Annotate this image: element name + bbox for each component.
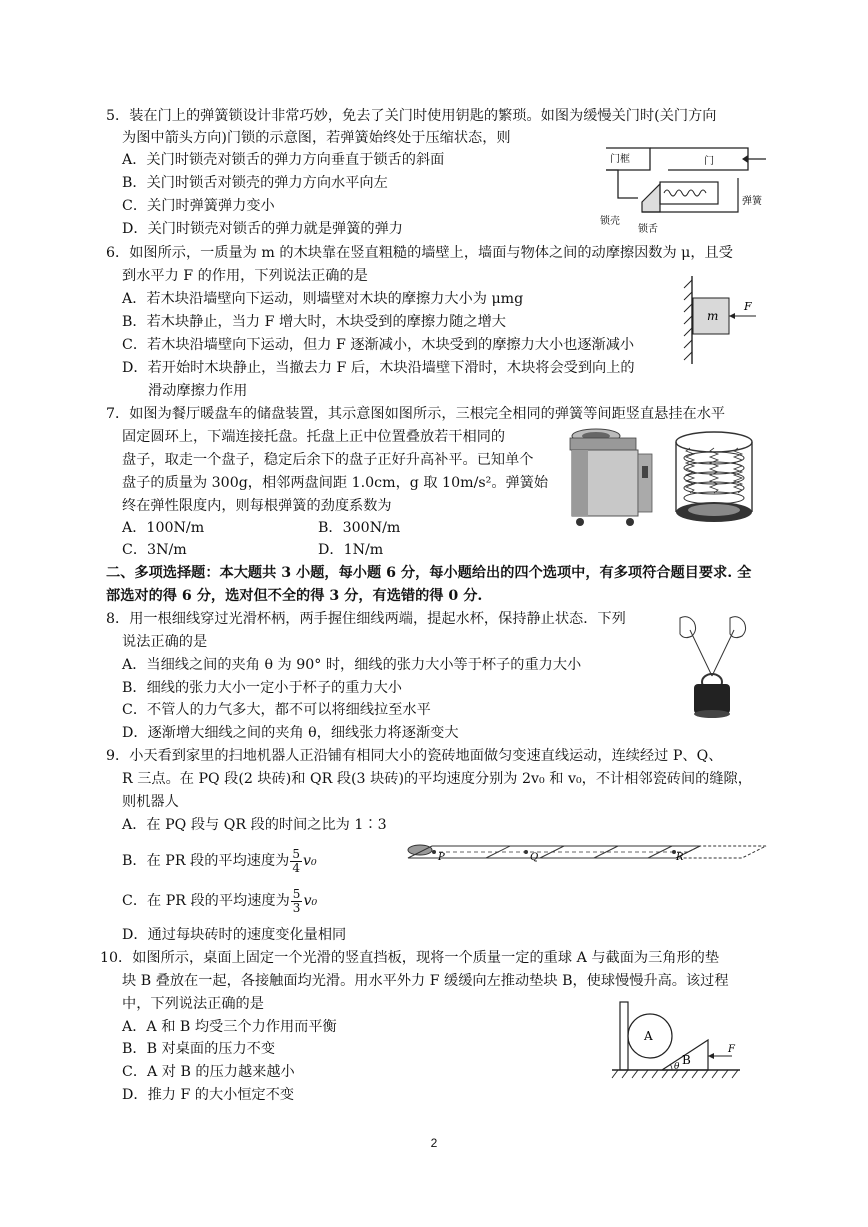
- q5-label-frame: 门框: [610, 154, 630, 165]
- q10-option-b: B．B 对桌面的压力不变: [122, 1041, 276, 1057]
- q9-label-p: P: [438, 852, 445, 863]
- q9-tile-floor-figure: [404, 838, 776, 868]
- q6-option-b: B．若木块静止，当力 F 增大时，木块受到的摩擦力随之增大: [122, 314, 506, 330]
- q9-option-c-fraction: [291, 888, 303, 915]
- q8-option-a: A．当细线之间的夹角 θ 为 90° 时，细线的张力大小等于杯子的重力大小: [122, 657, 582, 673]
- q5-label-door: 门: [704, 156, 714, 167]
- q9-label-q: Q: [530, 852, 539, 863]
- q9-stem-line-2: R 三点。在 PQ 段(2 块砖)和 QR 段(3 块砖)的平均速度分别为 2v₀ 和 v₀，不计相邻瓷砖间的缝隙，: [122, 771, 752, 787]
- q10-label-block: B: [682, 1053, 691, 1067]
- q10-option-c: C．A 对 B 的压力越来越小: [122, 1064, 295, 1080]
- q5-option-d: D．关门时锁壳对锁舌的弹力就是弹簧的弹力: [122, 221, 403, 237]
- section2-heading-line-1: 二、多项选择题：本大题共 3 小题，每小题 6 分，每小题给出的四个选项中，有多项符合题目要求. 全: [106, 565, 752, 581]
- q7-option-c: C．3N/m: [122, 542, 187, 558]
- q10-option-a: A．A 和 B 均受三个力作用而平衡: [122, 1019, 337, 1035]
- q5-label-spring: 弹簧: [742, 196, 762, 207]
- q6-label-mass: m: [707, 309, 719, 323]
- section2-heading-line-2: 部选对的得 6 分，选对但不全的得 3 分，有选错的得 0 分.: [106, 588, 483, 604]
- q10-stem-line-1: 10．如图所示，桌面上固定一个光滑的竖直挡板，现将一个质量一定的重球 A 与截面为三角形的垫: [100, 950, 720, 966]
- q5-label-tongue: 锁舌: [638, 224, 658, 235]
- q10-label-force: F: [728, 1044, 735, 1055]
- q8-option-d: D．逐渐增大细线之间的夹角 θ，细线张力将逐渐变大: [122, 725, 459, 741]
- q7-stem-line-1: 7．如图为餐厅暖盘车的储盘装置，其示意图如图所示，三根完全相同的弹簧等间距竖直悬挂在水平: [106, 406, 726, 422]
- q9-stem-line-3: 则机器人: [122, 794, 179, 810]
- q7-spring-diagram: [670, 428, 758, 532]
- page-number: 2: [430, 1136, 438, 1150]
- q5-option-a: A．关门时锁壳对锁舌的弹力方向垂直于锁舌的斜面: [122, 152, 445, 168]
- q5-label-shell: 锁壳: [600, 216, 620, 227]
- q9-option-c-denominator: 3: [292, 900, 301, 915]
- q6-label-force: F: [744, 300, 752, 313]
- q6-stem-line-1: 6．如图所示，一质量为 m 的木块靠在竖直粗糙的墙壁上，墙面与物体之间的动摩擦因数为 μ，且受: [106, 245, 733, 261]
- q6-option-d: D．若开始时木块静止，当撤去力 F 后，木块沿墙壁下滑时，木块将会受到向上的: [122, 360, 635, 376]
- q10-ball-wedge-figure: [610, 1000, 760, 1086]
- q10-option-d: D．推力 F 的大小恒定不变: [122, 1087, 295, 1103]
- q8-option-b: B．细线的张力大小一定小于杯子的重力大小: [122, 680, 402, 696]
- q9-option-c-text: C．在 PR 段的平均速度为: [122, 893, 290, 909]
- q9-option-c: [122, 886, 317, 916]
- q5-door-lock-figure: [598, 138, 778, 238]
- q8-option-c: C．不管人的力气多大，都不可以将细线拉至水平: [122, 702, 431, 718]
- q6-option-d-continued: 滑动摩擦力作用: [148, 383, 248, 399]
- q10-label-ball: A: [644, 1029, 653, 1043]
- q5-stem-line-2: 为图中箭头方向)门锁的示意图，若弹簧始终处于压缩状态，则: [122, 130, 511, 146]
- q6-option-c: C．若木块沿墙壁向下运动，但力 F 逐渐减小，木块受到的摩擦力大小也逐渐减小: [122, 337, 635, 353]
- q9-label-r: R: [676, 852, 684, 863]
- q9-option-a: A．在 PQ 段与 QR 段的时间之比为 1∶3: [122, 817, 387, 833]
- q8-stem-line-2: 说法正确的是: [122, 634, 208, 650]
- q9-option-c-numerator: 5: [292, 886, 301, 901]
- q7-option-a: A．100N/m: [122, 520, 205, 536]
- q7-option-d: D．1N/m: [318, 542, 384, 558]
- q9-stem-line-1: 9．小天看到家里的扫地机器人正沿铺有相同大小的瓷砖地面做匀变速直线运动，连续经过 P、Q、: [106, 748, 723, 764]
- q10-stem-line-3: 中，下列说法正确的是: [122, 996, 264, 1012]
- q7-stem-line-5: 终在弹性限度内，则每根弹簧的劲度系数为: [122, 498, 392, 514]
- q8-stem-line-1: 8．用一根细线穿过光滑杯柄，两手握住细线两端，提起水杯，保持静止状态．下列: [106, 611, 626, 627]
- q9-option-b-text: B．在 PR 段的平均速度为: [122, 853, 290, 869]
- q7-stem-line-4: 盘子的质量为 300g，相邻两盘间距 1.0cm，g 取 10m/s²。弹簧始: [122, 475, 549, 491]
- q7-stem-line-2: 固定圆环上，下端连接托盘。托盘上正中位置叠放若干相同的: [122, 429, 506, 445]
- q5-option-c: C．关门时弹簧弹力变小: [122, 198, 275, 214]
- q9-option-b-denominator: 4: [292, 860, 301, 875]
- q10-label-angle: θ: [674, 1062, 680, 1072]
- q6-wall-block-figure: [678, 272, 768, 368]
- q9-option-c-velocity: v₀: [303, 893, 318, 909]
- q9-option-b-velocity: v₀: [303, 853, 317, 869]
- q5-stem-line-1: 5．装在门上的弹簧锁设计非常巧妙，免去了关门时使用钥匙的繁琐。如图为缓慢关门时(关门方向: [106, 108, 717, 124]
- q8-cup-hands-figure: [672, 612, 752, 722]
- q6-stem-line-2: 到水平力 F 的作用，下列说法正确的是: [122, 268, 368, 284]
- q9-option-b: [122, 846, 317, 876]
- q10-stem-line-2: 块 B 叠放在一起，各接触面均光滑。用水平外力 F 缓缓向左推动垫块 B，使球慢慢升高。该过程: [122, 973, 729, 989]
- q7-plate-cart-photo: [560, 424, 660, 532]
- q7-stem-line-3: 盘子，取走一个盘子，稳定后余下的盘子正好升高补平。已知单个: [122, 452, 534, 468]
- q9-option-b-numerator: 5: [292, 846, 301, 861]
- q5-option-b: B．关门时锁舌对锁壳的弹力方向水平向左: [122, 175, 388, 191]
- q7-option-b: B．300N/m: [318, 520, 401, 536]
- q9-option-d: D．通过每块砖时的速度变化量相同: [122, 927, 347, 943]
- q6-option-a: A．若木块沿墙壁向下运动，则墙壁对木块的摩擦力大小为 μmg: [122, 291, 524, 307]
- q9-option-b-fraction: [290, 848, 302, 875]
